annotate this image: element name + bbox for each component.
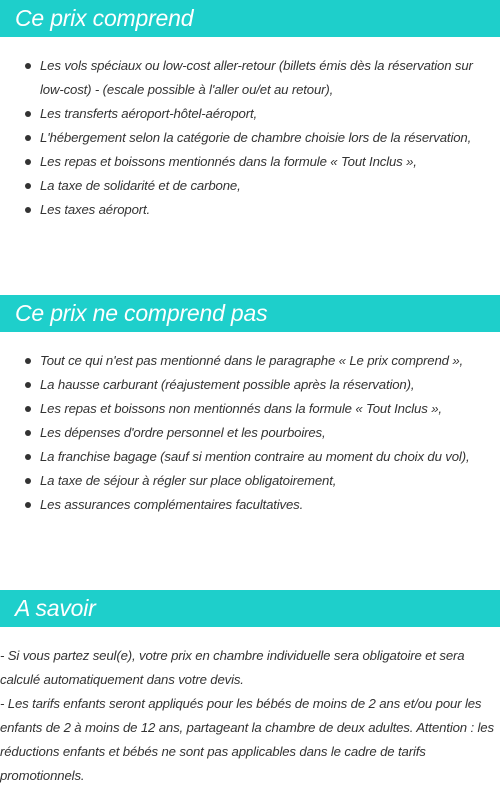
bullet-icon (25, 159, 31, 165)
list-item (0, 349, 500, 373)
included-list (0, 54, 500, 222)
list-item-text: Les repas et boissons non mentionnés dans la formule « Tout Inclus », (40, 401, 442, 416)
list-item-text: Les vols spéciaux ou low-cost aller-retour (billets émis dès la réservation sur low-cost) - (escale possible à l'aller ou/et au retour), (40, 58, 473, 97)
bullet-icon (25, 502, 31, 508)
list-item (0, 198, 500, 222)
list-item-text: Les dépenses d'ordre personnel et les pourboires, (40, 425, 326, 440)
info-banner (0, 590, 500, 627)
list-item (0, 445, 500, 469)
info-section (0, 590, 500, 788)
excluded-list (0, 349, 500, 517)
bullet-icon (25, 430, 31, 436)
list-item-text: Les repas et boissons mentionnés dans la formule « Tout Inclus », (40, 154, 417, 169)
bullet-icon (25, 207, 31, 213)
list-item-text: Tout ce qui n'est pas mentionné dans le paragraphe « Le prix comprend », (40, 353, 464, 368)
info-body (0, 644, 500, 788)
excluded-title: Ce prix ne comprend pas (15, 300, 268, 326)
list-item (0, 126, 500, 150)
included-title: Ce prix comprend (15, 5, 194, 31)
bullet-icon (25, 358, 31, 364)
bullet-icon (25, 111, 31, 117)
list-item-text: L'hébergement selon la catégorie de chambre choisie lors de la réservation, (40, 130, 472, 145)
list-item (0, 493, 500, 517)
included-section (0, 0, 500, 222)
bullet-icon (25, 478, 31, 484)
list-item (0, 397, 500, 421)
list-item-text: Les transferts aéroport-hôtel-aéroport, (40, 106, 257, 121)
list-item (0, 174, 500, 198)
bullet-icon (25, 63, 31, 69)
bullet-icon (25, 454, 31, 460)
included-banner (0, 0, 500, 37)
info-title: A savoir (15, 595, 96, 621)
list-item (0, 102, 500, 126)
list-item-text: La franchise bagage (sauf si mention contraire au moment du choix du vol), (40, 449, 470, 464)
list-item (0, 469, 500, 493)
list-item-text: La taxe de séjour à régler sur place obligatoirement, (40, 473, 337, 488)
bullet-icon (25, 406, 31, 412)
list-item-text: La taxe de solidarité et de carbone, (40, 178, 241, 193)
info-paragraph: - Les tarifs enfants seront appliqués pour les bébés de moins de 2 ans et/ou pour les enfants de 2 à moins de 12 ans, partageant la chambre de deux adultes. Attention : les réductions enfants et bébés ne sont pas applicables dans le cadre de tarifs promotionnels. (0, 696, 494, 783)
list-item-text: Les taxes aéroport. (40, 202, 151, 217)
list-item (0, 421, 500, 445)
list-item (0, 150, 500, 174)
bullet-icon (25, 183, 31, 189)
list-item-text: La hausse carburant (réajustement possible après la réservation), (40, 377, 415, 392)
list-item-text: Les assurances complémentaires facultatives. (40, 497, 304, 512)
bullet-icon (25, 382, 31, 388)
list-item (0, 373, 500, 397)
excluded-section (0, 295, 500, 517)
bullet-icon (25, 135, 31, 141)
list-item (0, 54, 500, 102)
excluded-banner (0, 295, 500, 332)
info-paragraph: - Si vous partez seul(e), votre prix en chambre individuelle sera obligatoire et sera calculé automatiquement dans votre devis. (0, 648, 465, 687)
